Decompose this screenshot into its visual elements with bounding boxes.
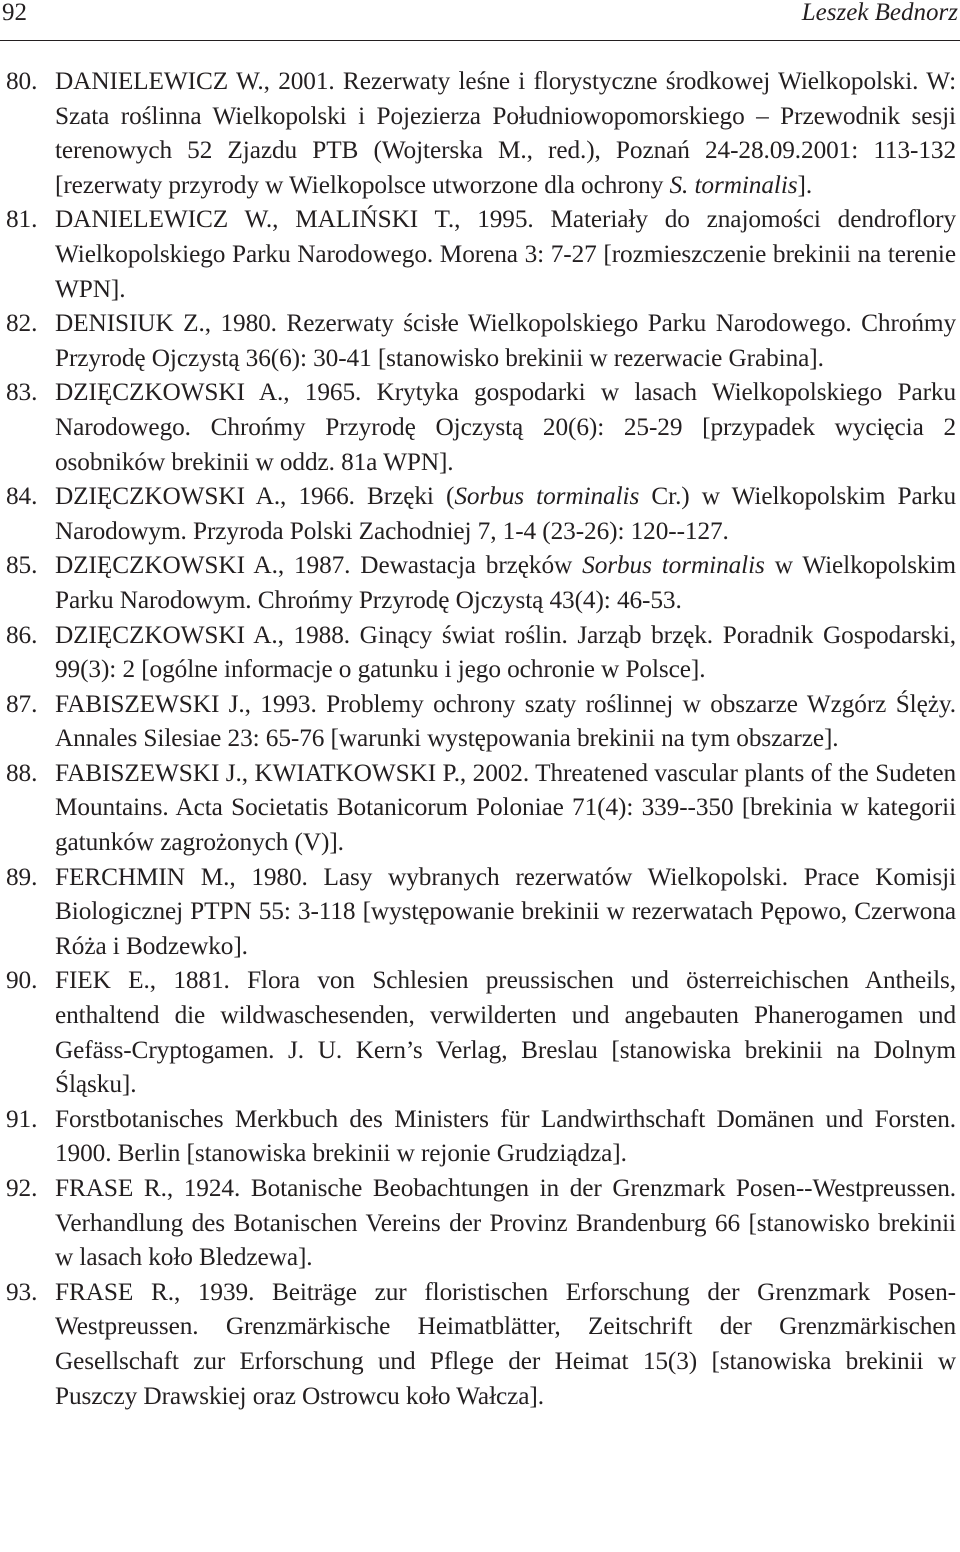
reference-entry [6,202,956,306]
reference-segment: DZIĘCZKOWSKI A., 1966. Brzęki ( [55,482,455,511]
reference-italic-segment: Sorbus torminalis [454,482,640,511]
reference-number: 93. [6,1277,38,1306]
reference-segment: FABISZEWSKI J., 1993. Problemy ochrony szaty roślinnej w obszarze Wzgórz Ślęży. Annales Silesiae 23: 65-76 [warunki występowania brekinii na tym obszarze]. [55,689,956,753]
reference-text [55,1275,956,1413]
reference-text [55,687,956,756]
reference-segment: FERCHMIN M., 1980. Lasy wybranych rezerwatów Wielkopolski. Prace Komisji Biologicznej PTPN 55: 3-118 [występowanie brekinii w rezerwatach Pępowo, Czerwona Róża i Bodzewko]. [55,862,956,960]
reference-text [55,756,956,860]
reference-entry [6,756,956,860]
reference-text [55,64,956,202]
running-head-author: Leszek Bednorz [801,0,958,26]
reference-segment: Cr.) w Wielkopolskim Parku Narodowym. Przyroda Polski Zachodniej 7, 1-4 (23-26): 120--127. [55,482,956,545]
reference-entry [6,1102,956,1171]
reference-list [6,64,956,1413]
reference-text [55,375,956,479]
reference-segment: Forstbotanisches Merkbuch des Ministers für Landwirthschaft Domänen und Forsten. 1900. Berlin [stanowiska brekinii w rejonie Grudziądza]. [55,1104,956,1168]
reference-text [55,1102,956,1171]
reference-segment: DENISIUK Z., 1980. Rezerwaty ścisłe Wielkopolskiego Parku Narodowego. Chrońmy Przyrodę Ojczystą 36(6): 30-41 [stanowisko brekinii w rezerwacie Grabina]. [55,309,956,372]
reference-segment: DZIĘCZKOWSKI A., 1987. Dewastacja brzęków [55,551,583,580]
reference-text [55,202,956,306]
reference-entry [6,860,956,964]
reference-number: 80. [6,67,38,95]
reference-number: 83. [6,378,38,407]
reference-segment: FRASE R., 1939. Beiträge zur floristischen Erforschung der Grenzmark Posen-Westpreussen. Grenzmärkische Heimatblätter, Zeitschrift der Grenzmärkischen Gesellschaft zur Erforschung und Pflege der Heimat 15(3) [stanowiska brekinii w Puszczy Drawskiej oraz Ostrowcu koło Wałcza]. [55,1277,956,1410]
reference-entry [6,618,956,687]
reference-text [55,479,956,548]
reference-text [55,618,956,687]
reference-segment: w Wielkopolskim Parku Narodowym. Chrońmy Przyrodę Ojczystą 43(4): 46-53. [55,551,956,614]
reference-number: 88. [6,758,38,787]
reference-number: 91. [6,1104,38,1133]
reference-text [55,963,956,1101]
page-header [0,0,960,41]
page-number: 92 [2,0,27,26]
reference-segment: FIEK E., 1881. Flora von Schlesien preussischen und österreichischen Antheils, enthaltend die wildwaschesenden, verwilderten und angebauten Phanerogamen und Gefäss-Cryptogamen. J. U. Kern’s Verlag, Breslau [stanowiska brekinii na Dolnym Śląsku]. [55,966,956,1099]
reference-number: 81. [6,205,38,234]
reference-segment: FRASE R., 1924. Botanische Beobachtungen in der Grenzmark Posen--Westpreussen. Verhandlung des Botanischen Vereins der Provinz Brandenburg 66 [stanowisko brekinii w lasach koło Bledzewa]. [55,1174,956,1272]
reference-number: 82. [6,309,38,338]
reference-segment: ]. [797,170,813,199]
reference-entry [6,687,956,756]
reference-entry [6,963,956,1101]
reference-number: 86. [6,620,38,649]
reference-entry [6,64,956,202]
reference-segment: FABISZEWSKI J., KWIATKOWSKI P., 2002. Threatened vascular plants of the Sudeten Mountains. Acta Societatis Botanicorum Poloniae 71(4): 339--350 [brekinia w kategorii gatunków zagrożonych (V)]. [55,758,956,857]
reference-text [55,860,956,964]
reference-number: 84. [6,482,38,511]
reference-italic-segment: S. torminalis [669,170,798,199]
reference-number: 89. [6,862,38,891]
reference-text [55,548,956,617]
reference-segment: DANIELEWICZ W., 2001. Rezerwaty leśne i florystyczne środkowej Wielkopolski. W: Szata roślinna Wielkopolski i Pojezierza Południowopomorskiego – Przewodnik sesji terenowych 52 Zjazdu PTB (Wojterska M., red.), Poznań 24-28.09.2001: 113-132 [rezerwaty przyrody w Wielkopolsce utworzone dla ochrony [55,67,956,199]
reference-entry [6,306,956,375]
reference-segment: DANIELEWICZ W., MALIŃSKI T., 1995. Materiały do znajomości dendroflory Wielkopolskiego Parku Narodowego. Morena 3: 7-27 [rozmieszczenie brekinii na terenie WPN]. [55,205,956,303]
reference-entry [6,1275,956,1413]
reference-number: 87. [6,689,38,718]
reference-entry [6,479,956,548]
reference-text [55,1171,956,1275]
reference-number: 90. [6,966,38,995]
reference-segment: DZIĘCZKOWSKI A., 1988. Ginący świat roślin. Jarząb brzęk. Poradnik Gospodarski, 99(3): 2 [ogólne informacje o gatunku i jego ochronie w Polsce]. [55,620,956,684]
reference-italic-segment: Sorbus torminalis [582,551,765,580]
reference-number: 85. [6,551,38,580]
reference-text [55,306,956,375]
reference-number: 92. [6,1174,38,1202]
reference-entry [6,548,956,617]
reference-entry [6,375,956,479]
reference-segment: DZIĘCZKOWSKI A., 1965. Krytyka gospodarki w lasach Wielkopolskiego Parku Narodowego. Chrońmy Przyrodę Ojczystą 20(6): 25-29 [przypadek wycięcia 2 osobników brekinii w oddz. 81a WPN]. [55,378,956,476]
reference-entry [6,1171,956,1275]
